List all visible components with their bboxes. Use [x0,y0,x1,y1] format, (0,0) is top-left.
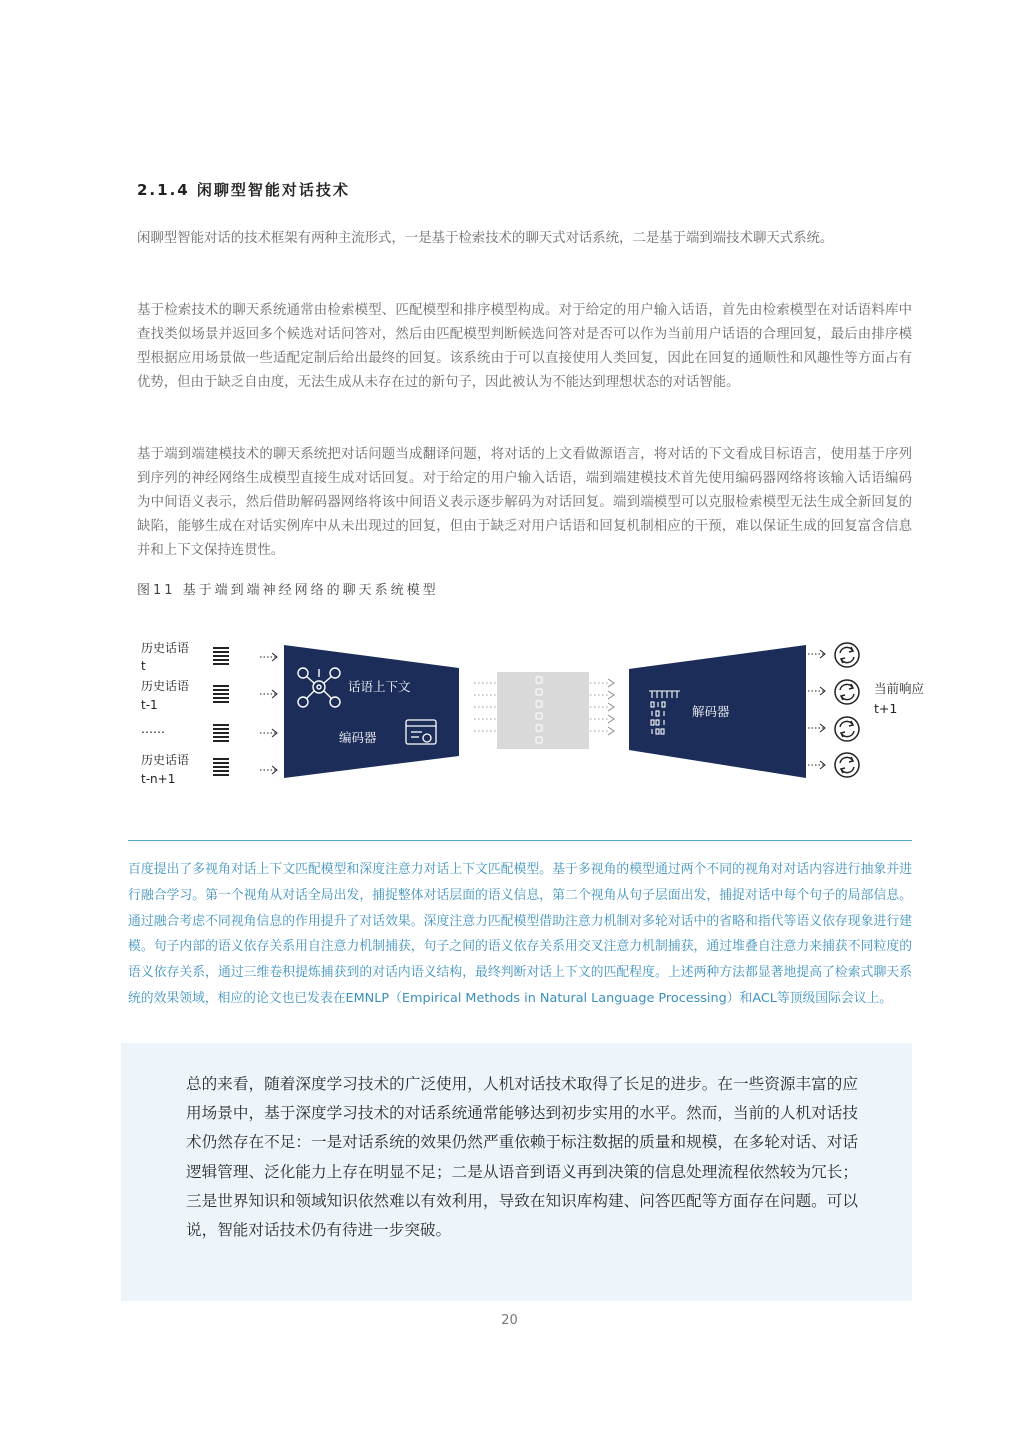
section-heading: 2.1.4 闲聊型智能对话技术 [137,181,350,199]
refresh-cycle-icon [835,643,859,667]
input-label-2-sub: t-1 [141,698,158,712]
summary-box [121,1043,912,1301]
figure-caption: 图11 基于端到端神经网络的聊天系统模型 [137,583,439,598]
document-lines-icon [213,759,229,775]
dotted-arrow-icon [260,766,277,774]
input-label-2: 历史话语 [141,679,190,693]
document-lines-icon [213,725,229,741]
page-number: 20 [501,1313,518,1328]
intermediate-representation [497,672,589,749]
dotted-arrow-icon [808,687,825,695]
paragraph-retrieval: 基于检索技术的聊天系统通常由检索模型、匹配模型和排序模型构成。对于给定的用户输入话语，首先由检索模型在对话语料库中查找类似场景并返回多个候选对话问答对，然后由匹配模型判断候选问答对是否可以作为当前用户话语的合理回复，最后由排序模型根据应用场景做一些适配定制后给出最终的回复。该系统由于可以直接使用人类回复，因此在回复的通顺性和风趣性等方面占有优势，但由于缺乏自由度，无法生成从未存在过的新句子，因此被认为不能达到理想状态的对话智能。 [137,303,912,390]
document-lines-icon [213,648,229,664]
refresh-cycle-icon [835,717,859,741]
summary-text: 总的来看，随着深度学习技术的广泛使用，人机对话技术取得了长足的进步。在一些资源丰富的应用场景中，基于深度学习技术的对话系统通常能够达到初步实用的水平。然而，当前的人机对话技术仍然存在不足：一是对话系统的效果仍然严重依赖于标注数据的质量和规模，在多轮对话、对话逻辑管理、泛化能力上存在明显不足；二是从语音到语义再到决策的信息处理流程依然较为冗长；三是世界知识和领域知识依然难以有效利用，导致在知识库构建、问答匹配等方面存在问题。可以说，智能对话技术仍有待进一步突破。 [186,1075,858,1240]
document-lines-icon [213,686,229,702]
paragraph-intro: 闲聊型智能对话的技术框架有两种主流形式，一是基于检索技术的聊天式对话系统，二是基于端到端技术聊天式系统。 [137,231,834,246]
encoder-context-label: 话语上下文 [348,679,411,694]
dotted-arrow-icon [260,729,277,737]
output-refresh-icons [835,643,859,777]
baidu-highlight-paragraph: 百度提出了多视角对话上下文匹配模型和深度注意力对话上下文匹配模型。基于多视角的模型通过两个不同的视角对对话内容进行抽象并进行融合学习。第一个视角从对话全局出发，捕捉整体对话层面的语义信息，第二个视角从句子层面出发，捕捉对话中每个句子的局部信息。通过融合考虑不同视角信息的作用提升了对话效果。深度注意力匹配模型借助注意力机制对多轮对话中的省略和指代等语义依存现象进行建模。句子内部的语义依存关系用自注意力机制捕获，句子之间的语义依存关系用交叉注意力机制捕获，通过堆叠自注意力来捕获不同粒度的语义依存关系，通过三维卷积提炼捕获到的对话内语义结构，最终判断对话上下文的匹配程度。上述两种方法都显著地提高了检索式聊天系统的效果领域，相应的论文也已发表在EMNLP（Empirical Methods in Natural Language Processing）和ACL等顶级国际会议上。 [128,862,912,1006]
encoder-block [284,645,459,778]
output-arrows [808,650,825,769]
input-label-4: 历史话语 [141,753,190,767]
decoder-label: 解码器 [692,704,730,719]
dotted-arrow-icon [260,690,277,698]
refresh-cycle-icon [835,753,859,777]
input-history-labels [141,640,189,786]
input-arrows [260,653,277,774]
output-label: 当前响应 [874,681,925,696]
input-label-1: 历史话语 [141,641,190,655]
input-label-1-sub: t [141,659,146,673]
dotted-arrow-icon [808,724,825,732]
document-lines-icons [213,648,229,775]
dotted-arrow-icon [808,650,825,658]
refresh-cycle-icon [835,680,859,704]
dotted-arrow-icon [260,653,277,661]
seq2seq-diagram [130,625,950,800]
input-label-ellipsis: …… [141,722,165,736]
decoder-input-arrows [608,679,614,735]
output-label-sub: t+1 [874,701,898,716]
section-divider [128,840,912,841]
dotted-arrow-icon [808,761,825,769]
encoder-label: 编码器 [339,730,377,745]
paragraph-end-to-end: 基于端到端建模技术的聊天系统把对话问题当成翻译问题，将对话的上文看做源语言，将对话的下文看成目标语言，使用基于序列到序列的神经网络生成模型直接生成对话回复。对于给定的用户输入话语，端到端建模技术首先使用编码器网络将该输入话语编码为中间语义表示，然后借助解码器网络将该中间语义表示逐步解码为对话回复。端到端模型可以克服检索模型无法生成全新回复的缺陷，能够生成在对话实例库中从未出现过的回复，但由于缺乏对用户话语和回复机制相应的干预，难以保证生成的回复富含信息并和上下文保持连贯性。 [137,447,912,558]
input-label-4-sub: t-n+1 [141,772,176,786]
